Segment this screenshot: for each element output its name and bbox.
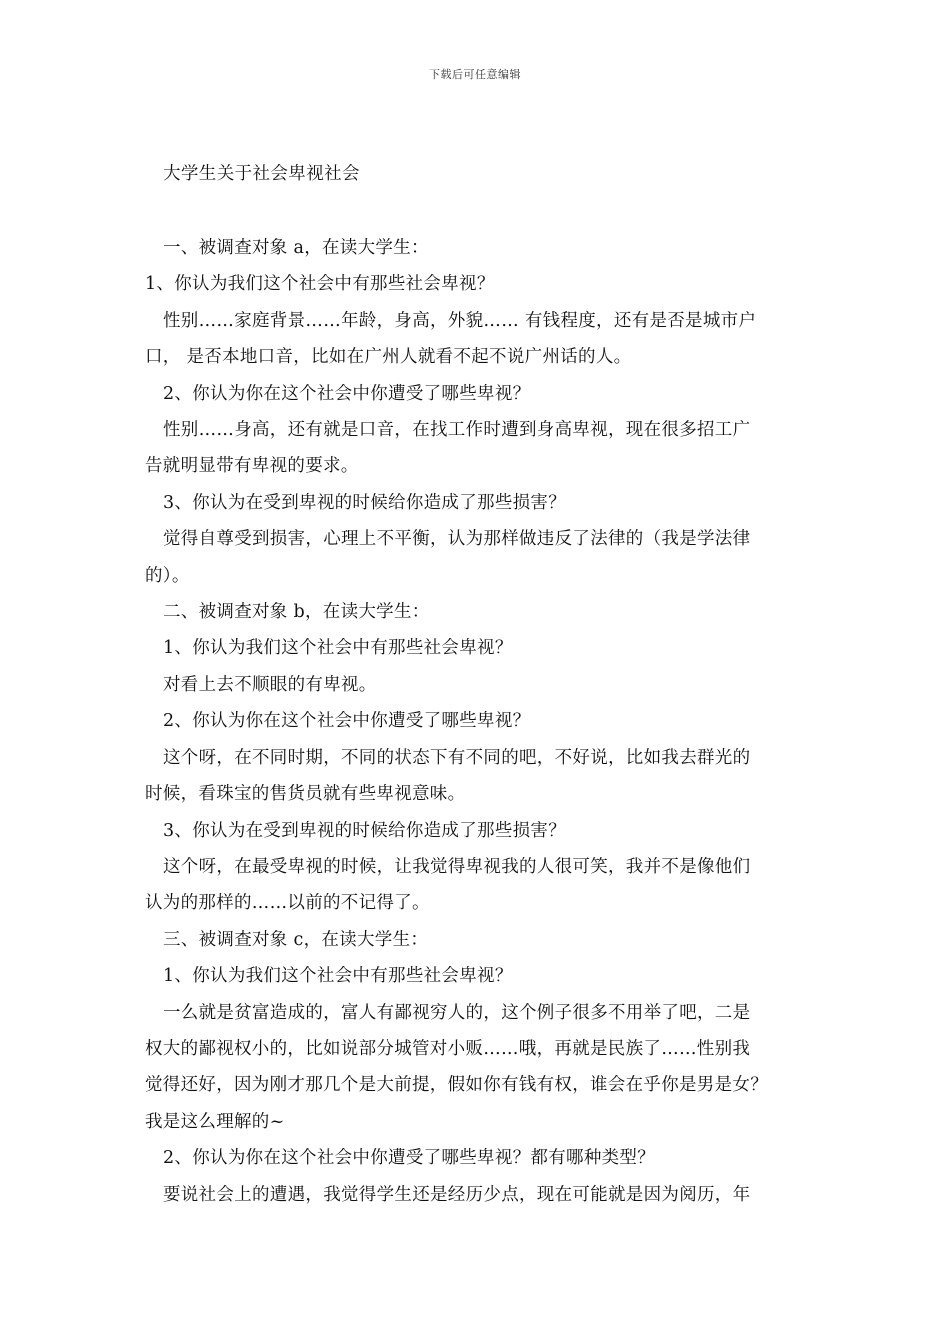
paragraph-line: 时候，看珠宝的售货员就有些卑视意味。 [145, 784, 466, 805]
paragraph-line: 要说社会上的遭遇，我觉得学生还是经历少点，现在可能就是因为阅历，年 [163, 1184, 751, 1205]
paragraph-line: 这个呀，在最受卑视的时候，让我觉得卑视我的人很可笑，我并不是像他们 [163, 856, 751, 877]
paragraph-line: 觉得自尊受到损害，心理上不平衡，认为那样做违反了法律的（我是学法律 [163, 529, 751, 550]
document-body [145, 230, 820, 1213]
paragraph-line: 三、被调查对象 c，在读大学生： [163, 929, 429, 950]
paragraph-line: 性别……身高，还有就是口音，在找工作时遭到身高卑视，现在很多招工广 [163, 420, 751, 441]
paragraph-line: 对看上去不顺眼的有卑视。 [163, 674, 377, 695]
paragraph-line: 2、你认为你在这个社会中你遭受了哪些卑视？ [163, 711, 531, 732]
paragraph-line: 1、你认为我们这个社会中有那些社会卑视？ [163, 966, 513, 987]
paragraph-line: 一么就是贫富造成的，富人有鄙视穷人的，这个例子很多不用举了吧，二是 [163, 1002, 751, 1023]
paragraph-line: 3、你认为在受到卑视的时候给你造成了那些损害？ [163, 820, 567, 841]
paragraph-line: 权大的鄙视权小的，比如说部分城管对小贩……哦，再就是民族了……性别我 [145, 1038, 751, 1059]
page-header: 下载后可任意编辑 [429, 68, 521, 81]
paragraph-line: 二、被调查对象 b，在读大学生： [163, 602, 430, 623]
paragraph-line: 口， 是否本地口音，比如在广州人就看不起不说广州话的人。 [145, 347, 632, 368]
paragraph-line: 2、你认为你在这个社会中你遭受了哪些卑视？都有哪种类型？ [163, 1148, 656, 1169]
paragraph-line: 1、你认为我们这个社会中有那些社会卑视？ [145, 274, 495, 295]
paragraph-line: 告就明显带有卑视的要求。 [145, 456, 359, 477]
paragraph-line: 一、被调查对象 a，在读大学生： [163, 238, 429, 258]
paragraph-line: 性别……家庭背景……年龄，身高，外貌…… 有钱程度，还有是否是城市户 [163, 310, 757, 331]
paragraph-line: 3、你认为在受到卑视的时候给你造成了那些损害？ [163, 492, 567, 513]
document-title: 大学生关于社会卑视社会 [163, 164, 360, 184]
paragraph-line: 觉得还好，因为刚才那几个是大前提，假如你有钱有权，谁会在乎你是男是女？ [145, 1075, 768, 1096]
paragraph-line: 1、你认为我们这个社会中有那些社会卑视？ [163, 638, 513, 659]
paragraph-line: 2、你认为你在这个社会中你遭受了哪些卑视？ [163, 383, 531, 404]
paragraph-line: 这个呀，在不同时期，不同的状态下有不同的吧，不好说，比如我去群光的 [163, 747, 751, 768]
paragraph-line: 的）。 [145, 565, 190, 586]
paragraph-line: 我是这么理解的~ [145, 1111, 285, 1132]
paragraph-line: 认为的那样的……以前的不记得了。 [145, 893, 430, 914]
